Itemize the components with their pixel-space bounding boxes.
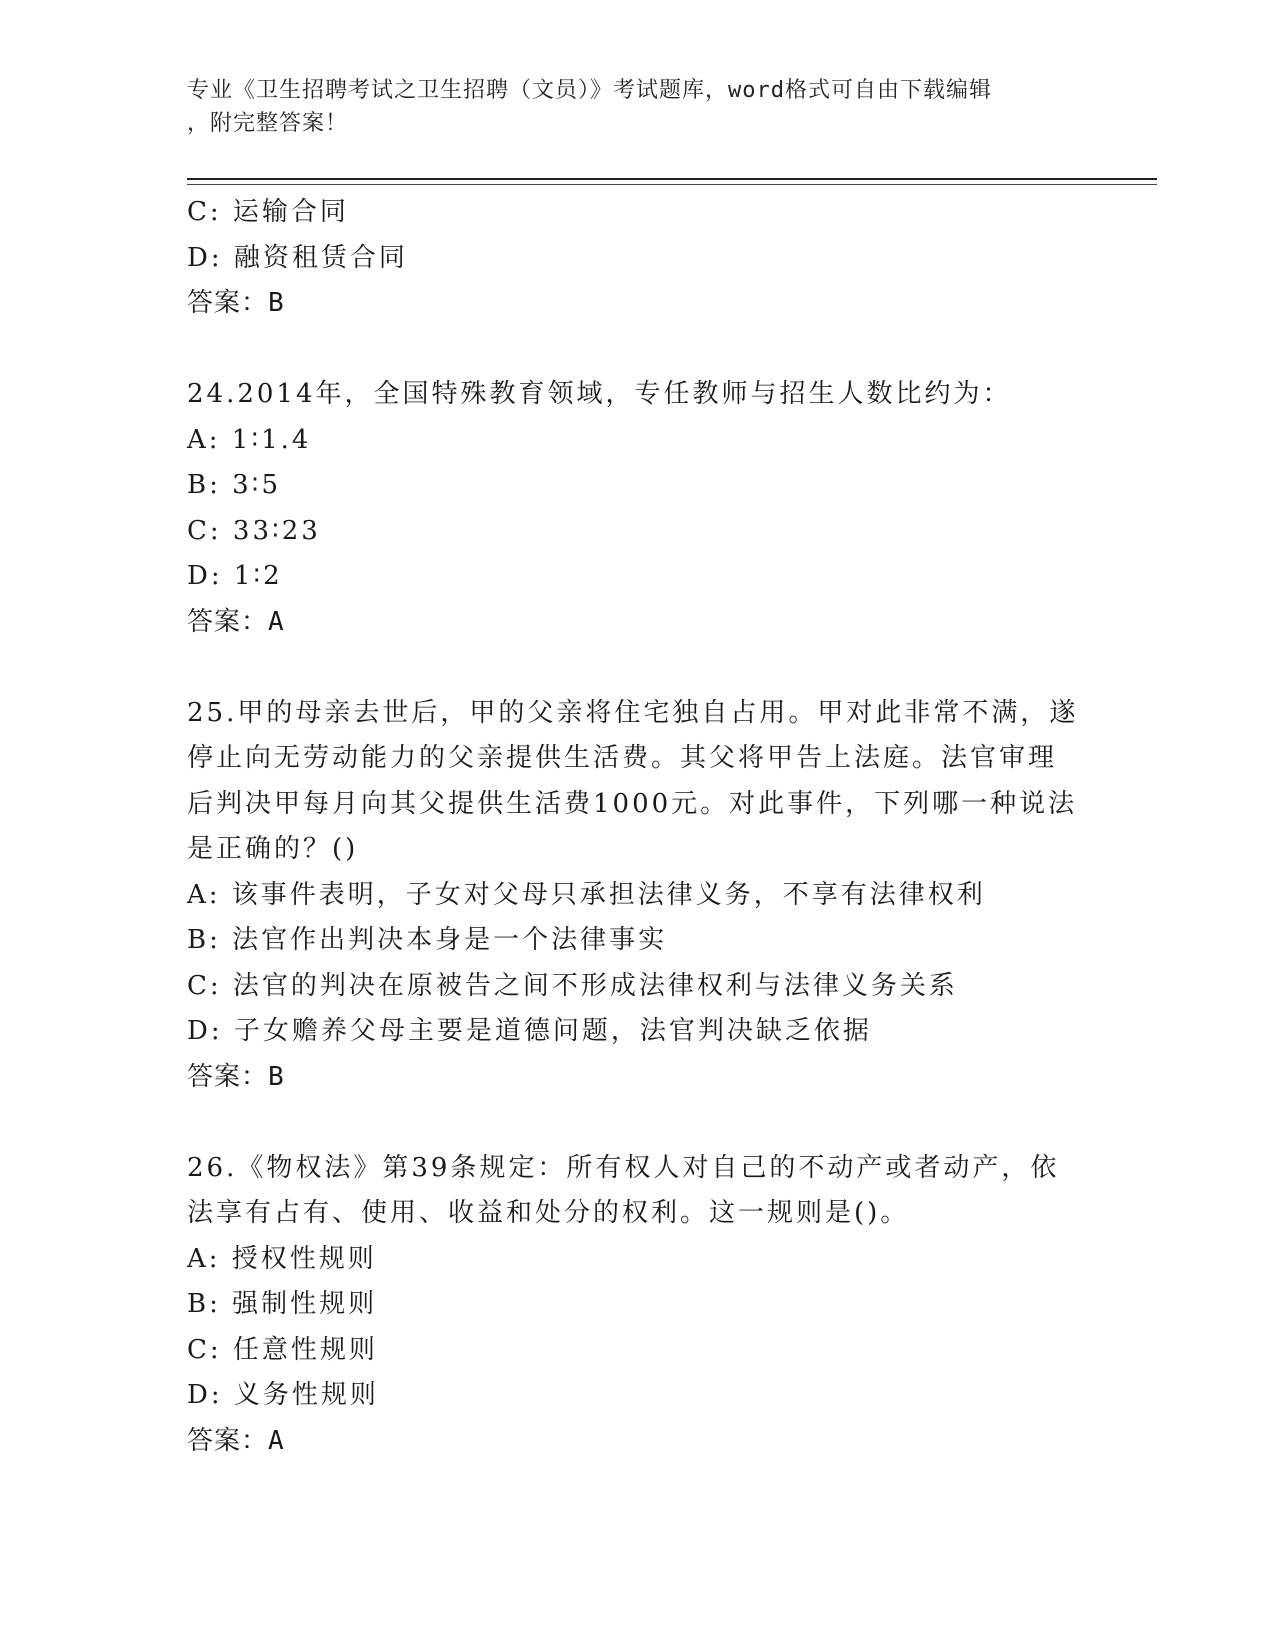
header-divider-thin (187, 184, 1157, 185)
answer-line: 答案：B (187, 288, 285, 318)
document-body (187, 190, 1087, 1464)
option-c: C: 33∶23 (187, 515, 321, 546)
option-d: D: 1∶2 (187, 561, 283, 591)
option-c: C: 法官的判决在原被告之间不形成法律权利与法律义务关系 (187, 970, 958, 1001)
question-text: 法享有占有、使用、收益和处分的权利。这一规则是()。 (187, 1198, 910, 1228)
question-23-tail (187, 190, 1087, 327)
question-text: 26.《物权法》第39条规定：所有权人对自己的不动产或者动产，依 (187, 1152, 1060, 1183)
question-24 (187, 372, 1087, 645)
option-a: A: 1∶1.4 (187, 424, 312, 455)
option-b: B: 强制性规则 (187, 1289, 378, 1319)
header-line-1: 专业《卫生招聘考试之卫生招聘（文员）》考试题库，word格式可自由下载编辑 (187, 78, 992, 103)
option-b: B: 法官作出判决本身是一个法律事实 (187, 925, 668, 955)
spacer (187, 327, 1087, 373)
answer-line: 答案：A (187, 606, 285, 637)
document-header (187, 74, 1067, 140)
question-text: 是正确的？() (187, 834, 359, 864)
answer-line: 答案：A (187, 1425, 285, 1456)
spacer (187, 645, 1087, 691)
option-a: A: 授权性规则 (187, 1243, 377, 1274)
option-c: C: 运输合同 (187, 197, 349, 227)
header-divider (187, 178, 1157, 180)
header-line-2: ，附完整答案！ (187, 111, 349, 136)
option-d: D: 子女赡养父母主要是道德问题，法官判决缺乏依据 (187, 1016, 872, 1046)
option-c: C: 任意性规则 (187, 1334, 378, 1365)
question-text: 25.甲的母亲去世后，甲的父亲将住宅独自占用。甲对此非常不满，遂 (187, 697, 1079, 728)
question-26 (187, 1146, 1087, 1465)
question-25 (187, 691, 1087, 1101)
question-text: 24.2014年，全国特殊教育领域，专任教师与招生人数比约为： (187, 379, 1012, 409)
option-b: B: 3∶5 (187, 470, 281, 500)
question-text: 后判决甲每月向其父提供生活费1000元。对此事件，下列哪一种说法 (187, 788, 1078, 819)
answer-line: 答案：B (187, 1061, 285, 1092)
option-d: D: 融资租赁合同 (187, 242, 408, 273)
option-a: A: 该事件表明，子女对父母只承担法律义务，不享有法律权利 (187, 879, 986, 910)
spacer (187, 1100, 1087, 1146)
option-d: D: 义务性规则 (187, 1380, 379, 1410)
question-text: 停止向无劳动能力的父亲提供生活费。其父将甲告上法庭。法官审理 (187, 743, 1058, 773)
